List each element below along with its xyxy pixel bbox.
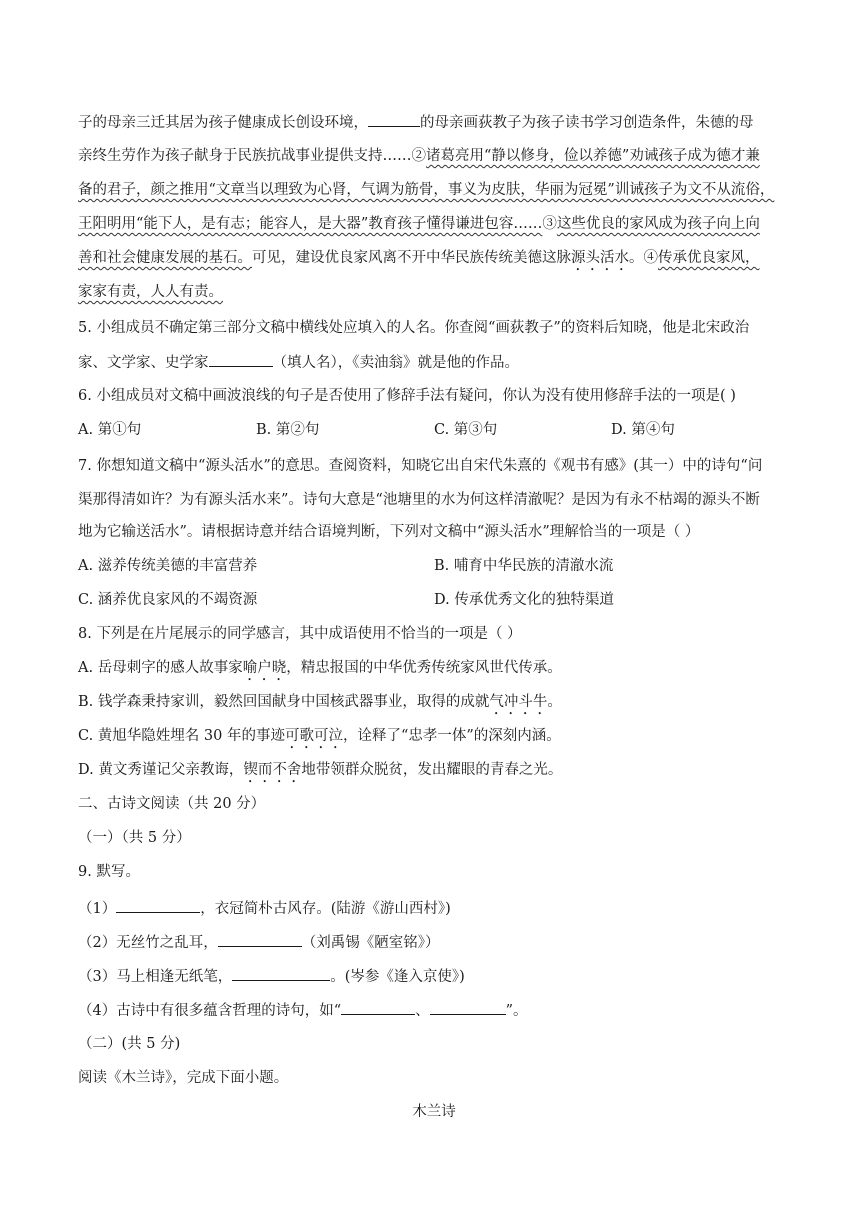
passage-text: 的母亲画荻教子为孩子读书学习创造条件，朱德的母 (420, 115, 754, 131)
part-one-heading: （一）（共 5 分） (78, 830, 191, 846)
q9-blank-3[interactable] (232, 966, 330, 981)
q5-stem: 5. 小组成员不确定第三部分文稿中横线处应填入的人名。你查阅“画荻教子”的资料后知晓，他是北宋政治 (78, 320, 750, 336)
q9-text: 、 (415, 1003, 430, 1019)
q5-text: 家、文学家、史学家 (78, 355, 209, 371)
q8-text: ，精忠报国的中华优秀传统家风世代传承。 (286, 660, 562, 676)
q8-option-a[interactable] (78, 658, 562, 684)
q6-option-b[interactable]: B. 第②句 (256, 422, 320, 438)
q9-item-3 (78, 966, 465, 987)
q8-stem: 8. 下列是在片尾展示的同学感言，其中成语使用不恰当的一项是（ ） (78, 626, 522, 642)
q9-stem: 9. 默写。 (78, 864, 140, 880)
passage-line-4 (78, 214, 760, 234)
q8-option-b[interactable] (78, 692, 562, 718)
passage-line-3 (78, 180, 774, 200)
wavy-sentence-3: 善和社会健康发展的基石。 (78, 250, 252, 266)
wavy-sentence-2: 备的君子，颜之推用“文章当以理致为心肾，气调为筋骨，事义为皮肤，华丽为冠冕”训诫孩子为文不从流俗， (78, 182, 775, 198)
q9-item-4 (78, 1000, 528, 1021)
passage-line-1 (78, 112, 754, 133)
q9-text: （刘禹锡《陋室铭》） (301, 935, 440, 951)
q9-text: （4）古诗中有很多蕴含哲理的诗句，如“ (78, 1003, 342, 1019)
wavy-sentence-2: 诸葛亮用“静以修身，俭以养德”劝诫孩子成为德才兼 (426, 148, 760, 164)
part-two-heading: （二）(共 5 分) (78, 1036, 181, 1052)
section-heading: 二、古诗文阅读（共 20 分） (78, 796, 266, 812)
poem-title: 木兰诗 (412, 1104, 456, 1120)
q8-text: A. 岳母刺字的感人故事家 (78, 660, 243, 676)
q7-stem-1: 7. 你想知道文稿中“源头活水”的意思。查阅资料，知晓它出自宋代朱熹的《观书有感》(其一）中的诗句“问 (78, 458, 763, 474)
q7-option-b[interactable]: B. 哺育中华民族的清澈水流 (434, 558, 614, 574)
q8-text: 。 (547, 694, 562, 710)
q7-option-d[interactable]: D. 传承优秀文化的独特渠道 (434, 592, 614, 608)
passage-text: 可见，建设优良家风离不开中华民族传统美德这脉 (252, 250, 571, 266)
name-blank[interactable] (368, 112, 420, 127)
q9-text: （1） (78, 901, 117, 917)
wavy-sentence-4: 家家有责，人人有责。 (78, 284, 223, 300)
q8-text: D. 黄文秀谨记父亲教诲， (78, 762, 244, 778)
q6-stem: 6. 小组成员对文稿中画波浪线的句子是否使用了修辞手法有疑问，你认为没有使用修辞手法的一项是( ) (78, 388, 736, 404)
passage-line-2 (78, 146, 760, 166)
q7-stem-2: 渠那得清如许？为有源头活水来”。诗句大意是“池塘里的水为何这样清澈呢？是因为有永不枯竭的源头不断 (78, 492, 760, 508)
wavy-sentence-2: 王阳明用“能下人，是有志；能容人，是大器”教育孩子懂得谦进包容…… (78, 216, 543, 232)
q8-text: ，诠释了“忠孝一体”的深刻内涵。 (342, 728, 561, 744)
q9-blank-1[interactable] (116, 898, 200, 913)
idiom-dotted: 可歌可泣 (284, 728, 343, 744)
q7-option-c[interactable]: C. 涵养优良家风的不竭资源 (78, 592, 258, 608)
q9-text: ，衣冠简朴古风存。(陆游《游山西村》) (200, 901, 451, 917)
passage-text: 亲终生劳作为孩子献身于民族抗战事业提供支持……② (78, 148, 426, 164)
q8-option-d[interactable] (78, 760, 562, 786)
q7-option-a[interactable]: A. 滋养传统美德的丰富营养 (78, 558, 258, 574)
q9-item-1 (78, 898, 451, 919)
q9-text: （3）马上相逢无纸笔， (78, 969, 233, 985)
q9-text: ”。 (505, 1003, 528, 1019)
q5-line-2 (78, 352, 519, 373)
sentence-number: ③ (542, 216, 557, 232)
q8-text: B. 钱学森秉持家训，毅然回国献身中国核武器事业，取得的成就 (78, 694, 490, 710)
q9-blank-2[interactable] (218, 932, 302, 947)
q9-item-2 (78, 932, 439, 953)
q6-option-d[interactable]: D. 第④句 (611, 422, 675, 438)
q5-answer-blank[interactable] (209, 352, 273, 367)
reading-instruction: 阅读《木兰诗》，完成下面小题。 (78, 1070, 289, 1086)
q9-text: （2）无丝竹之乱耳， (78, 935, 218, 951)
idiom-dotted: 气冲斗牛 (489, 694, 548, 710)
q9-blank-4b[interactable] (430, 1000, 506, 1015)
q9-blank-4a[interactable] (341, 1000, 415, 1015)
passage-text: 。④ (629, 250, 658, 266)
q5-text: （填人名），《卖油翁》就是他的作品。 (272, 355, 519, 371)
q6-option-a[interactable]: A. 第①句 (78, 422, 142, 438)
passage-text: 子的母亲三迁其居为孩子健康成长创设环境， (78, 115, 368, 131)
passage-line-6 (78, 282, 223, 302)
q8-text: C. 黄旭华隐姓埋名 30 年的事迹 (78, 728, 285, 744)
wavy-sentence-4: 传承优良家风， (658, 250, 760, 266)
idiom-dotted: 锲而不舍 (243, 762, 302, 778)
dotted-phrase: 源头活水 (571, 250, 629, 266)
q8-text: 地带领群众脱贫，发出耀眼的青春之光。 (301, 762, 563, 778)
q9-text: 。(岑参《逢入京使》) (330, 969, 465, 985)
q7-stem-3: 地为它输送活水”。请根据诗意并结合语境判断，下列对文稿中“源头活水”理解恰当的一项是（ ） (78, 524, 700, 540)
q8-option-c[interactable] (78, 726, 561, 752)
q6-option-c[interactable]: C. 第③句 (434, 422, 498, 438)
wavy-sentence-3: 这些优良的家风成为孩子向上向 (556, 216, 760, 232)
idiom-dotted: 喻户晓 (242, 660, 287, 676)
passage-line-5 (78, 248, 760, 274)
